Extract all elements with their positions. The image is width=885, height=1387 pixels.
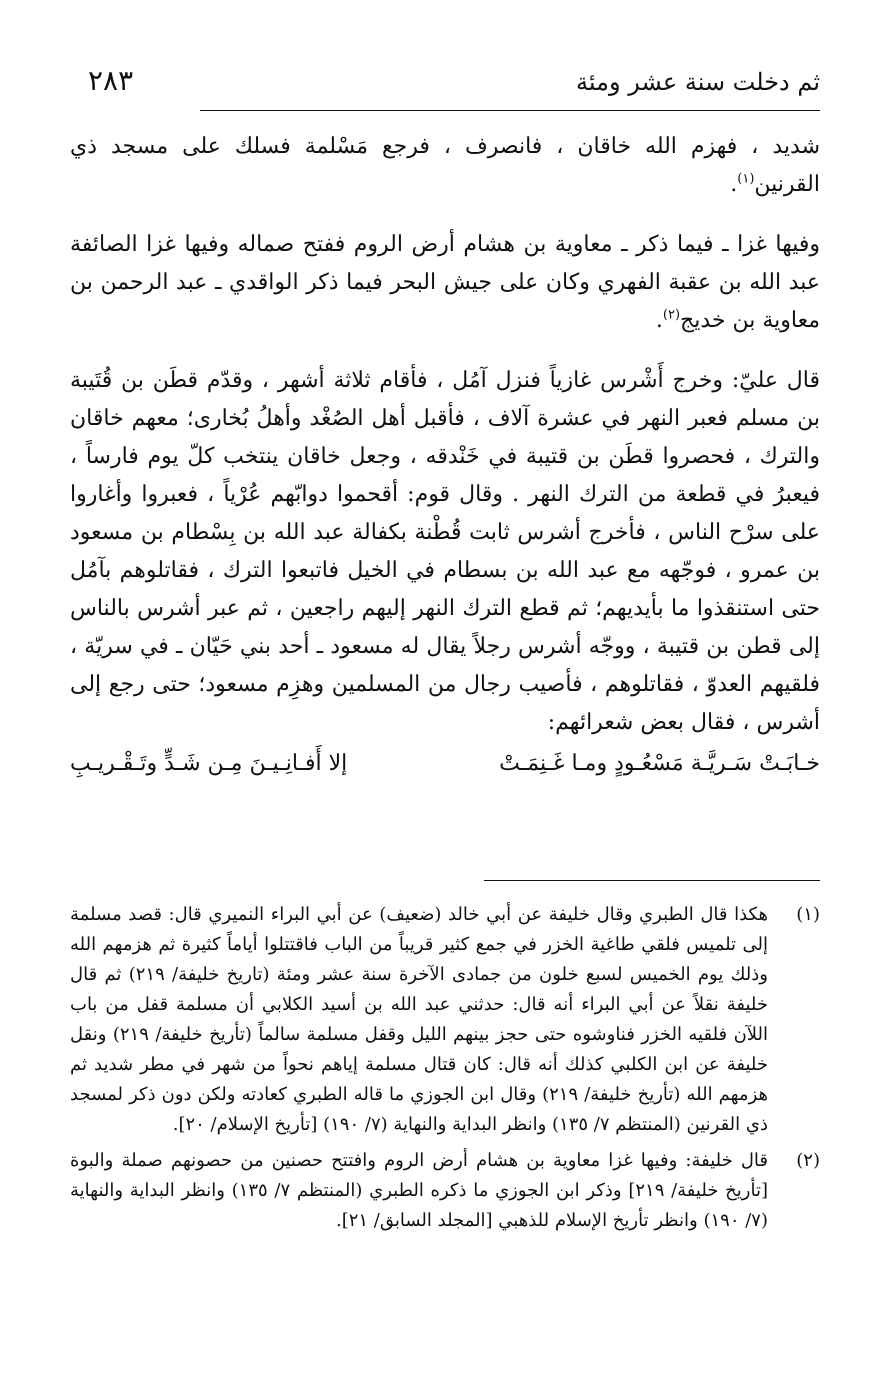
- footnote-1-text: هكذا قال الطبري وقال خليفة عن أبي خالد (ضعيف) عن أبي البراء النميري قال: قصد مسلمة إلى تلميس فلقي طاغية الخزر في جمع كثير قريباً من الباب فاقتتلوا أياماً كثيرة ثم هزمهم الله وذلك يوم الخميس لسبع خلون من جمادى الآخرة سنة عشر ومئة (تاريخ خليفة/ ٢١٩) ثم قال خليفة نقلاً عن أبي البراء أنه قال: حدثني عبد الله بن أسيد الكلابي أن مسلمة قفل من باب اللآن فلقيه الخزر فناوشوه حتى حجز بينهم الليل وقفل مسلمة سالماً (تأريخ خليفة/ ٢١٩) ونقل خليفة عن ابن الكلبي كذلك أنه قال: كان قتال مسلمة إياهم نحواً من شهر في مطر شديد ثم هزمهم الله (تأريخ خليفة/ ٢١٩) وقال ابن الجوزي ما قاله الطبري كعادته ولكن دون ذكر لمسجد ذي القرنين (المنتظم ٧/ ١٣٥) وانظر البداية والنهاية (٧/ ١٩٠) [تأريخ الإسلام/ ٢٠].: [70, 904, 769, 1135]
- paragraph-2-text: وفيها غزا ـ فيما ذكر ـ معاوية بن هشام أرض الروم ففتح صماله وفيها غزا الصائفة عبد الله بن عقبة الفهري وكان على جيش البحر فيما ذكر الواقدي ـ عبد الرحمن بن معاوية بن خديج: [70, 232, 821, 333]
- paragraph-3: قال عليّ: وخرج أَشْرس غازياً فنزل آمُل ، فأقام ثلاثة أشهر ، وقدّم قطَن بن قُتَيبة بن مسلم فعبر النهر في عشرة آلاف ، فأقبل أهل الصُغْد وأهلُ بُخارى؛ معهم خاقان والترك ، فحصروا قطَن بن قتيبة في خَنْدقه ، وجعل خاقان ينتخب كلّ يوم فارساً ، فيعبرُ في قطعة من الترك النهر . وقال قوم: أقحموا دوابّهم عُرْياً ، فعبروا وأغاروا على سرْح الناس ، فأخرج أشرس ثابت قُطْنة بكفالة عبد الله بن بِسْطام بن مسعود بن عمرو ، فوجّهه مع عبد الله بن بسطام في الخيل فاتبعوا الترك ، فقاتلوهم بآمُل حتى استنقذوا ما بأيديهم؛ ثم قطع الترك النهر إليهم راجعين ، ثم عبر أشرس بالناس إلى قطن بن قتيبة ، ووجّه أشرس رجلاً يقال له مسعود ـ أحد بني حَيّان ـ في سريّة ، فلقيهم العدوّ ، فقاتلوهم ، فأصيب رجال من المسلمين وهزِم مسعود؛ حتى رجع إلى أشرس ، فقال بعض شعرائهم:: [70, 368, 820, 735]
- page-header: [70, 62, 820, 112]
- footnote-2-text: قال خليفة: وفيها غزا معاوية بن هشام أرض الروم وافتتح حصنين من حصونهم صملة والبوة [تأريخ خليفة/ ٢١٩] وذكر ابن الجوزي ما ذكره الطبري (المنتظم ٧/ ١٣٥) وانظر البداية والنهاية (٧/ ١٩٠) وانظر تأريخ الإسلام للذهبي [المجلد السابق/ ٢١].: [70, 1150, 768, 1231]
- verse-second-hemistich: إلا أَفـانِـيـنَ مِـن شَـدٍّ وتَـقْـريـبِ: [70, 751, 348, 776]
- footnote-2: [70, 1146, 820, 1236]
- paragraph-1-end: .: [730, 172, 738, 197]
- header-rule: [200, 110, 820, 111]
- paragraph-1: [70, 128, 820, 204]
- footnote-2-mark: (٢): [796, 1150, 820, 1171]
- paragraph-2-end: .: [655, 308, 663, 333]
- footnote-1: [70, 900, 820, 1140]
- paragraph-1-text: شديد ، فهزم الله خاقان ، فانصرف ، فرجع مَسْلمة فسلك على مسجد ذي القرنين: [70, 134, 820, 197]
- footnote-ref-1: (١): [737, 171, 755, 187]
- verse-first-hemistich: خـابَـتْ سَـريَّـة مَسْعُـودٍ ومـا غَـنِمَـتْ: [499, 751, 820, 776]
- poem-verse: [70, 744, 820, 784]
- footnote-1-mark: (١): [796, 904, 820, 925]
- footnote-rule: [484, 880, 820, 881]
- page-number: ٢٨٣: [88, 64, 134, 97]
- paragraph-2: [70, 226, 820, 340]
- footnote-ref-2: (٢): [662, 307, 681, 323]
- running-title: ثم دخلت سنة عشر ومئة: [576, 68, 820, 96]
- footnotes: [70, 900, 820, 1242]
- main-text: [70, 128, 820, 784]
